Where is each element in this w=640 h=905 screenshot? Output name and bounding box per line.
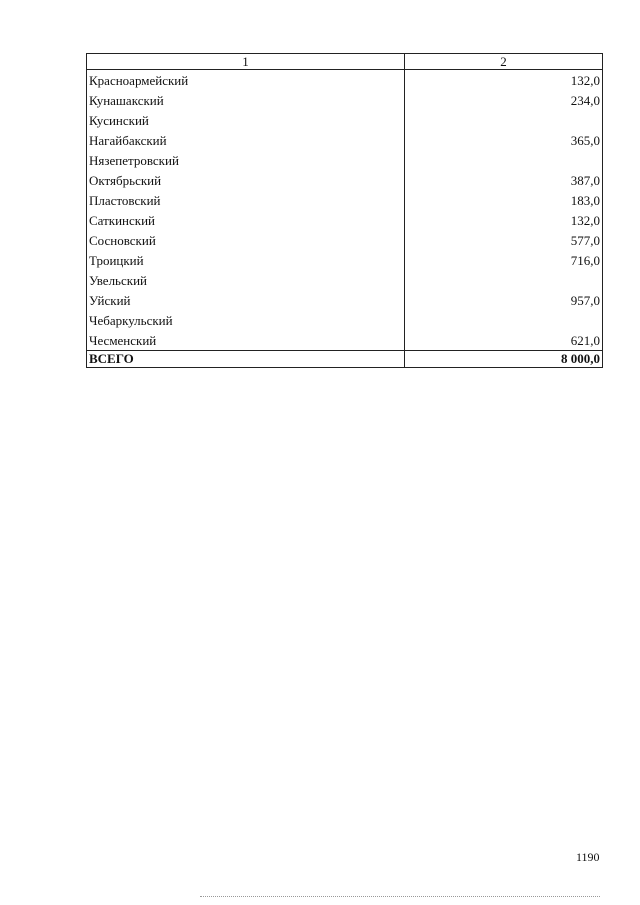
district-name: Нязепетровский (87, 150, 405, 170)
district-value (405, 270, 603, 290)
table-row (87, 290, 603, 310)
district-name: Кунашакский (87, 90, 405, 110)
allocation-table (86, 53, 603, 368)
district-name: Троицкий (87, 250, 405, 270)
page-number: 1190 (576, 850, 600, 864)
district-value: 577,0 (405, 230, 603, 250)
table-row (87, 130, 603, 150)
district-value: 183,0 (405, 190, 603, 210)
table-row (87, 170, 603, 190)
total-row (87, 351, 603, 368)
district-value: 387,0 (405, 170, 603, 190)
table-row (87, 190, 603, 210)
district-name: Пластовский (87, 190, 405, 210)
table-row (87, 250, 603, 270)
table-row (87, 70, 603, 91)
table-row (87, 210, 603, 230)
table-header-row (87, 54, 603, 70)
total-value: 8 000,0 (405, 351, 603, 368)
district-name: Нагайбакский (87, 130, 405, 150)
table-row (87, 330, 603, 351)
column-header-2: 2 (405, 54, 603, 70)
table-row (87, 230, 603, 250)
district-name: Уйский (87, 290, 405, 310)
column-header-1: 1 (87, 54, 405, 70)
district-name: Увельский (87, 270, 405, 290)
district-value (405, 310, 603, 330)
district-value: 716,0 (405, 250, 603, 270)
district-name: Красноармейский (87, 70, 405, 91)
table-row (87, 310, 603, 330)
district-value: 132,0 (405, 70, 603, 91)
table-row (87, 110, 603, 130)
district-name: Чебаркульский (87, 310, 405, 330)
table-body (87, 70, 603, 351)
district-name: Октябрьский (87, 170, 405, 190)
district-value: 234,0 (405, 90, 603, 110)
footer-rule (200, 896, 600, 897)
district-value: 365,0 (405, 130, 603, 150)
total-label: ВСЕГО (87, 351, 405, 368)
district-value (405, 150, 603, 170)
table-row (87, 270, 603, 290)
district-name: Кусинский (87, 110, 405, 130)
district-name: Чесменский (87, 330, 405, 351)
district-value: 957,0 (405, 290, 603, 310)
district-name: Сосновский (87, 230, 405, 250)
district-value (405, 110, 603, 130)
district-value: 132,0 (405, 210, 603, 230)
district-name: Саткинский (87, 210, 405, 230)
district-value: 621,0 (405, 330, 603, 351)
table-row (87, 90, 603, 110)
table-row (87, 150, 603, 170)
